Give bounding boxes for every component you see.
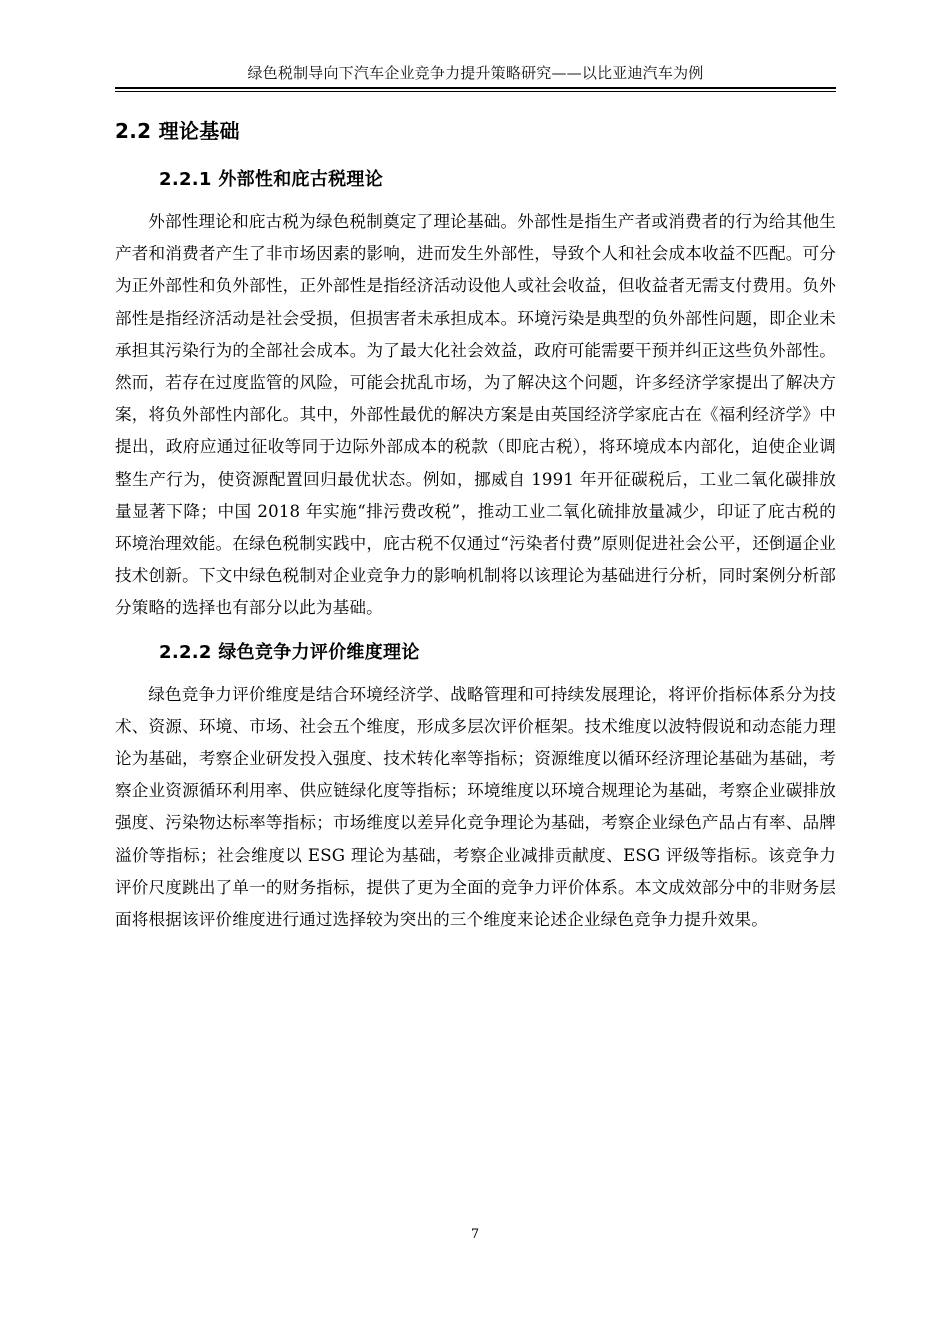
page-body — [115, 116, 836, 950]
paragraph-externality: 外部性理论和庇古税为绿色税制奠定了理论基础。外部性是指生产者或消费者的行为给其他生产者和消费者产生了非市场因素的影响，进而发生外部性，导致个人和社会成本收益不匹配。可分为正外部性和负外部性，正外部性是指经济活动设他人或社会收益，但收益者无需支付费用。负外部性是指经济活动是社会受损，但损害者未承担成本。环境污染是典型的负外部性问题，即企业未承担其污染行为的全部社会成本。为了最大化社会效益，政府可能需要干预并纠正这些负外部性。然而，若存在过度监管的风险，可能会扰乱市场，为了解决这个问题，许多经济学家提出了解决方案，将负外部性内部化。其中，外部性最优的解决方案是由英国经济学家庇古在《福利经济学》中提出，政府应通过征收等同于边际外部成本的税款（即庇古税），将环境成本内部化，迫使企业调整生产行为，使资源配置回归最优状态。例如，挪威自 1991 年开征碳税后，工业二氧化碳排放量显著下降；中国 2018 年实施“排污费改税”，推动工业二氧化硫排放量减少，印证了庇古税的环境治理效能。在绿色税制实践中，庇古税不仅通过“污染者付费”原则促进社会公平，还倒逼企业技术创新。下文中绿色税制对企业竞争力的影响机制将以该理论为基础进行分析，同时案例分析部分策略的选择也有部分以此为基础。 — [115, 212, 836, 618]
subsection-heading-green-competitiveness: 2.2.2 绿色竞争力评价维度理论 — [159, 641, 420, 663]
paragraph-green-competitiveness: 绿色竞争力评价维度是结合环境经济学、战略管理和可持续发展理论，将评价指标体系分为技术、资源、环境、市场、社会五个维度，形成多层次评价框架。技术维度以波特假说和动态能力理论为基础，考察企业研发投入强度、技术转化率等指标；资源维度以循环经济理论基础为基础，考察企业资源循环利用率、供应链绿化度等指标；环境维度以环境合规理论为基础，考察企业碳排放强度、污染物达标率等指标；市场维度以差异化竞争理论为基础，考察企业绿色产品占有率、品牌溢价等指标；社会维度以 ESG 理论为基础，考察企业减排贡献度、ESG 评级等指标。该竞争力评价尺度跳出了单一的财务指标，提供了更为全面的竞争力评价体系。本文成效部分中的非财务层面将根据该评价维度进行通过选择较为突出的三个维度来论述企业绿色竞争力提升效果。 — [115, 684, 836, 930]
header-rule-thick — [115, 87, 836, 89]
running-header: 绿色税制导向下汽车企业竞争力提升策略研究——以比亚迪汽车为例 — [247, 64, 704, 82]
header-rule-thin — [115, 91, 836, 92]
section-heading: 2.2 理论基础 — [115, 119, 240, 143]
page-number: 7 — [470, 1227, 480, 1242]
subsection-heading-externality: 2.2.1 外部性和庇古税理论 — [159, 169, 384, 190]
